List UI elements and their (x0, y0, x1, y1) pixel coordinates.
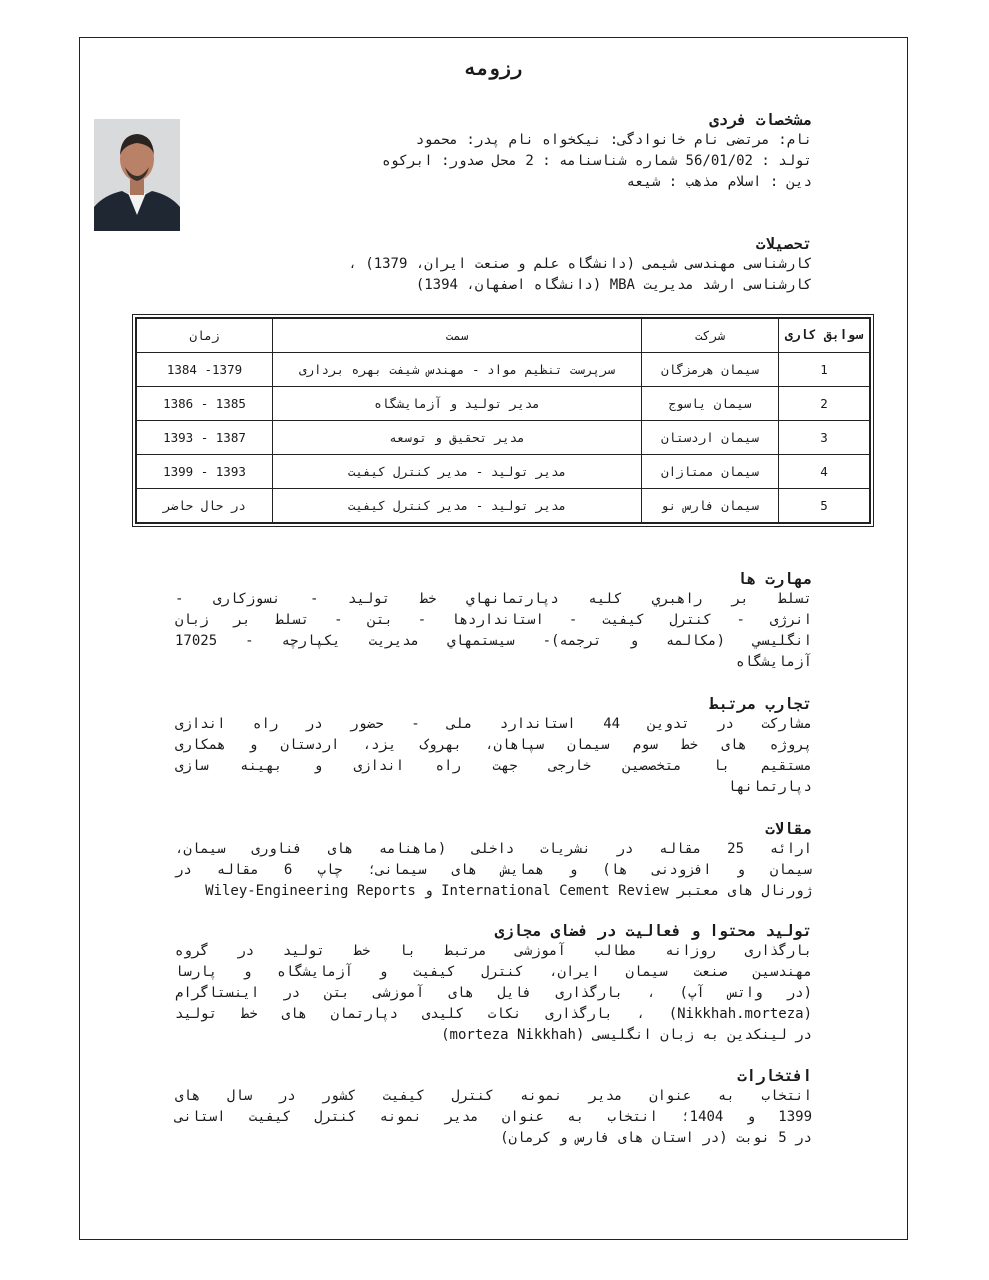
skills-text (175, 589, 812, 673)
content-heading: تولید محتوا و فعالیت در فضای مجازی (494, 922, 812, 940)
resume-page (79, 37, 908, 1240)
row-number: 5 (779, 489, 871, 524)
content-line: مهندسین صنعت سیمان ایران، کنترل کیفیت و آزمایشگاه و پارسا (175, 964, 812, 980)
column-header: سوابق کاری (779, 318, 871, 353)
column-header: زمان (136, 318, 273, 353)
experience-text (175, 714, 812, 798)
content-line: بارگذاری روزانه مطالب آموزشی مرتبط با خط تولید در گروه (175, 943, 812, 959)
experience-section (175, 694, 812, 798)
content-line: (Nikkhah.morteza) ، بارگذاری نکات کلیدی دپارتمان های خط تولید (175, 1006, 812, 1022)
person-portrait-icon (94, 119, 180, 231)
personal-line: دین : اسلام مذهب : شیعه (626, 174, 812, 190)
articles-line: ژورنال های معتبر International Cement Review و Wiley-Engineering Reports (205, 883, 812, 899)
company-cell: سیمان هرمزگان (642, 353, 779, 387)
articles-line: سیمان و افزودنی ها) و همایش های سیمانی؛ چاپ 6 مقاله در (175, 862, 812, 878)
row-number: 1 (779, 353, 871, 387)
work-history-table (135, 317, 871, 524)
skills-line: انرژی - کنترل کیفیت - استانداردها - بتن - تسلط بر زبان (175, 612, 812, 628)
honors-section (175, 1066, 812, 1149)
articles-line: ارائه 25 مقاله در نشریات داخلی (ماهنامه های فناوری سیمان، (175, 841, 812, 857)
experience-heading: تجارب مرتبط (709, 695, 812, 713)
table-row (136, 421, 870, 455)
page-title: رزومه (464, 58, 523, 80)
table-row (136, 455, 870, 489)
portrait-photo (94, 119, 180, 231)
articles-heading: مقالات (765, 820, 812, 838)
content-line: در لینکدین به زبان انگلیسی (morteza Nikkhah) (441, 1027, 812, 1043)
period-cell: 1387 - 1393 (136, 421, 273, 455)
education-line: کارشناسی ارشد مدیریت MBA (دانشگاه اصفهان، 1394) (415, 277, 812, 293)
skills-heading: مهارت ها (737, 570, 812, 588)
table-row (136, 353, 870, 387)
honors-line: در 5 نوبت (در استان های فارس و کرمان) (500, 1130, 812, 1146)
education-line: کارشناسی مهندسی شیمی (دانشگاه علم و صنعت ایران، 1379) ، (348, 256, 812, 272)
skills-line: تسلط بر راهبري كليه دپارتمانهاي خط توليد - نسوزکاری - (175, 591, 812, 607)
row-number: 3 (779, 421, 871, 455)
content-section (175, 921, 812, 1046)
position-cell: مدیر تولید - مدیر کنترل کیفیت (273, 489, 642, 524)
personal-line: نام: مرتضی نام خانوادگی: نیکخواه نام پدر: محمود (415, 132, 812, 148)
company-cell: سیمان یاسوج (642, 387, 779, 421)
position-cell: سرپرست تنظیم مواد - مهندس شیفت بهره برداری (273, 353, 642, 387)
position-cell: مدیر تولید و آزمایشگاه (273, 387, 642, 421)
table-row (136, 489, 870, 524)
table-row (136, 387, 870, 421)
row-number: 2 (779, 387, 871, 421)
education-heading: تحصیلات (756, 235, 812, 253)
period-cell: 1379- 1384 (136, 353, 273, 387)
experience-line: پروژه های خط سوم سیمان سپاهان، بهروک یزد، اردستان و همکاری (175, 737, 812, 753)
experience-line: مشارکت در تدوین 44 استاندارد ملی - حضور در راه اندازی (175, 716, 813, 732)
experience-line: دپارتمانها (727, 779, 812, 795)
company-cell: سیمان فارس نو (642, 489, 779, 524)
articles-text (175, 839, 812, 902)
experience-line: مستقیم با متخصصین خارجی جهت راه اندازی و بهینه سازی (175, 758, 812, 774)
content-text (175, 941, 812, 1046)
content-line: (در واتس آپ) ، بارگذاری فایل های آموزشی بتن در اینستاگرام (175, 985, 812, 1001)
articles-section (175, 819, 812, 902)
personal-heading: مشخصات فردی (709, 111, 812, 129)
skills-line: انگليسي (مكالمه و ترجمه)- سيستمهاي مديريت يكپارچه - 17025 (175, 633, 812, 649)
skills-section (175, 569, 812, 673)
period-cell: 1393 - 1399 (136, 455, 273, 489)
personal-line: تولد : 56/01/02 شماره شناسنامه : 2 محل صدور: ابرکوه (382, 153, 812, 169)
period-cell: در حال حاضر (136, 489, 273, 524)
position-cell: مدیر تولید - مدیر کنترل کیفیت (273, 455, 642, 489)
honors-text (175, 1086, 812, 1149)
skills-line: آزمایشگاه (736, 654, 812, 670)
column-header: سمت (273, 318, 642, 353)
company-cell: سیمان ممتازان (642, 455, 779, 489)
personal-section (175, 110, 812, 193)
column-header: شرکت (642, 318, 779, 353)
period-cell: 1385 - 1386 (136, 387, 273, 421)
company-cell: سیمان اردستان (642, 421, 779, 455)
education-section (175, 234, 812, 296)
honors-heading: افتخارات (737, 1067, 812, 1085)
row-number: 4 (779, 455, 871, 489)
honors-line: 1399 و 1404؛ انتخاب به عنوان مدیر نمونه کنترل کیفیت استانی (175, 1109, 812, 1125)
position-cell: مدیر تحقیق و توسعه (273, 421, 642, 455)
honors-line: انتخاب به عنوان مدیر نمونه کنترل کیفیت کشور در سال های (175, 1088, 812, 1104)
